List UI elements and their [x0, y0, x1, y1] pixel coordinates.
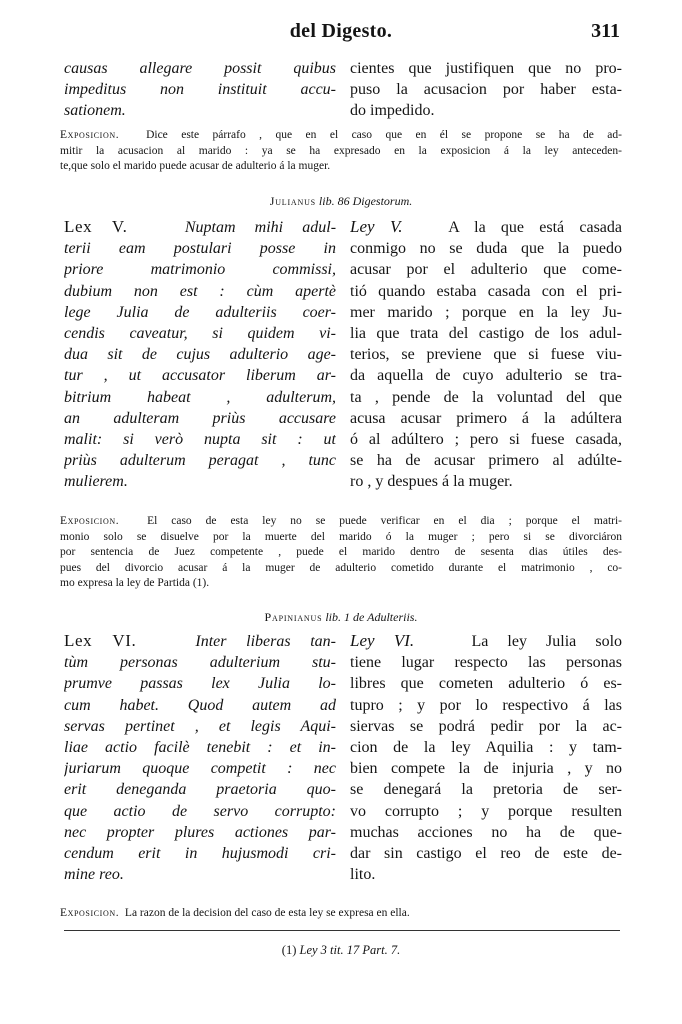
spanish-line: Ley VI. La ley Julia solo — [350, 631, 622, 650]
spanish-column — [350, 216, 622, 493]
latin-line: mulierem. — [64, 473, 128, 491]
exposicion-line: pues del divorcio acusar á la muger de adulterio cometido durante el matrimonio , co- — [60, 561, 622, 574]
spanish-line: bien compete la de injuria , y no — [350, 760, 622, 778]
latin-line: malit: si verò nupta sit : ut — [64, 431, 336, 449]
spanish-line: vo corrupto ; y porque resulten — [350, 802, 622, 820]
latin-line: mine reo. — [64, 866, 124, 884]
latin-line: juriarum quoque competit : nec — [64, 760, 336, 778]
spanish-line: libres que cometen adulterio ó es- — [350, 675, 622, 693]
source-author: Papinianus — [264, 610, 323, 624]
latin-line: servas pertinet , et legis Aqui- — [64, 717, 336, 735]
latin-line: priùs adulterum peragat , tunc — [64, 452, 336, 470]
exposicion-label: Exposicion. — [60, 907, 120, 919]
spanish-line: tió quando estaba casada con el pri- — [350, 282, 622, 300]
latin-line: cum habet. Quod autem ad — [64, 696, 336, 714]
spanish-line: tiene lugar respecto las personas — [350, 654, 622, 672]
lex-heading: Lex V. — [64, 217, 128, 236]
exposicion-note — [60, 906, 622, 922]
exposicion-line: Exposicion. El caso de esta ley no se puede verificar en el dia ; porque el matri- — [60, 515, 622, 527]
latin-line: tur , ut accusator liberum ar- — [64, 367, 336, 385]
spanish-line: siervas se podrá pedir por la ac- — [350, 717, 622, 735]
ley-heading: Ley VI. — [350, 631, 415, 650]
spanish-column — [350, 58, 622, 122]
latin-line: dubium non est : cùm apertè — [64, 282, 336, 300]
latin-line: sationem. — [64, 102, 126, 120]
spanish-line: ro , y despues á la muger. — [350, 473, 513, 491]
footnote-reference: Ley 3 tit. 17 Part. 7. — [299, 943, 401, 957]
exposicion-line: te,que solo el marido puede acusar de adulterio á la muger. — [60, 160, 331, 172]
spanish-line: dar sin castigo el reo de este de- — [350, 845, 622, 863]
spanish-line: se ha de acusar primero al adúlte- — [350, 452, 622, 470]
exposicion-line: Exposicion. La razon de la decision del caso de esta ley se expresa en ella. — [60, 907, 410, 919]
exposicion-line: monio solo se disuelve por la muerte del marido ó la muger ; pero si se divorciáron — [60, 530, 622, 543]
latin-column — [64, 630, 336, 885]
source-author: Julianus — [269, 194, 316, 208]
spanish-column — [350, 630, 622, 885]
page-number: 311 — [591, 20, 620, 42]
latin-line: tùm personas adulterium stu- — [64, 654, 336, 672]
spanish-line: acusa acusar primero á la adúltera — [350, 409, 622, 427]
latin-line: lege Julia de adulteriis coer- — [64, 303, 336, 321]
exposicion-label: Exposicion. — [60, 515, 120, 527]
latin-line: causas allegare possit quibus — [64, 60, 336, 77]
spanish-line: mer marido ; porque en la ley Ju- — [350, 303, 622, 321]
spanish-line: muchas acciones no ha de que- — [350, 823, 622, 841]
spanish-line: ó al adúltero ; pero si fuese casada, — [350, 431, 622, 449]
spanish-line: cientes que justifiquen que no pro- — [350, 60, 622, 77]
spanish-line: ta , pende de la voluntad del que — [350, 388, 622, 406]
exposicion-line: mitir la acusacion al marido : ya se ha expresado en la exposicion á la ley anteceden- — [60, 144, 622, 157]
spanish-line: puso la acusacion por haber esta- — [350, 81, 622, 99]
spanish-line: terios, se previene que si fuese viu- — [350, 346, 622, 364]
spanish-line: lito. — [350, 866, 376, 884]
latin-line: priore matrimonio commissi, — [64, 261, 336, 279]
spanish-line: do impedido. — [350, 102, 435, 120]
latin-line: impeditus non instituit accu- — [64, 81, 336, 99]
latin-line: cendis caveatur, si quidem vi- — [64, 325, 336, 343]
source-book: lib. 86 Digestorum. — [318, 194, 413, 208]
ley-heading: Ley V. — [350, 217, 403, 236]
exposicion-note — [60, 128, 622, 175]
exposicion-label: Exposicion. — [60, 129, 120, 141]
latin-line: dua sit de cujus adulterio age- — [64, 346, 336, 364]
spanish-line: da aquella de cuyo adulterio se tra- — [350, 367, 622, 385]
footnote — [0, 943, 682, 958]
exposicion-note — [60, 514, 622, 592]
latin-line: terii eam postulari posse in — [64, 240, 336, 258]
page-title: del Digesto. — [289, 20, 393, 42]
source-attribution — [0, 194, 682, 209]
latin-line: cendum erit in hujusmodi cri- — [64, 845, 336, 863]
exposicion-line: mo expresa la ley de Partida (1). — [60, 577, 210, 589]
latin-line: liae actio facilè tenebit : et in- — [64, 739, 336, 757]
latin-line: Lex V. Nuptam mihi adul- — [64, 217, 336, 236]
latin-line: Lex VI. Inter liberas tan- — [64, 631, 336, 650]
latin-line: prumve passas lex Julia lo- — [64, 675, 336, 693]
footnote-mark: (1) — [281, 943, 297, 957]
spanish-line: tupro ; y por lo respectivo á las — [350, 696, 622, 714]
spanish-line: Ley V. A la que está casada — [350, 217, 622, 236]
spanish-line: lia que trata del castigo de los adul- — [350, 325, 622, 343]
spanish-line: conmigo no se duda que la puedo — [350, 240, 622, 258]
lex-heading: Lex VI. — [64, 631, 137, 650]
source-book: lib. 1 de Adulteriis. — [325, 610, 418, 624]
latin-column — [64, 216, 336, 493]
latin-line: erit deneganda praetoria quo- — [64, 781, 336, 799]
latin-column — [64, 58, 336, 122]
footnote-rule — [64, 930, 620, 931]
spanish-line: se denegará la pretoria de ser- — [350, 781, 622, 799]
exposicion-line: Exposicion. Dice este párrafo , que en el caso que en él se propone se ha de ad- — [60, 129, 622, 141]
latin-line: nec propter plures actiones par- — [64, 823, 336, 841]
latin-line: bitrium habeat , adulterum, — [64, 388, 336, 406]
spanish-line: cion de la ley Aquilia : y tam- — [350, 739, 622, 757]
spanish-line: acusar por el adulterio que come- — [350, 261, 622, 279]
latin-line: que actio de servo corrupto: — [64, 802, 336, 820]
running-header — [0, 20, 682, 50]
latin-line: an adulteram priùs accusare — [64, 409, 336, 427]
source-attribution — [0, 610, 682, 625]
exposicion-line: por sentencia de Juez competente , puede el marido dentro de sesenta dias útiles des- — [60, 546, 622, 558]
